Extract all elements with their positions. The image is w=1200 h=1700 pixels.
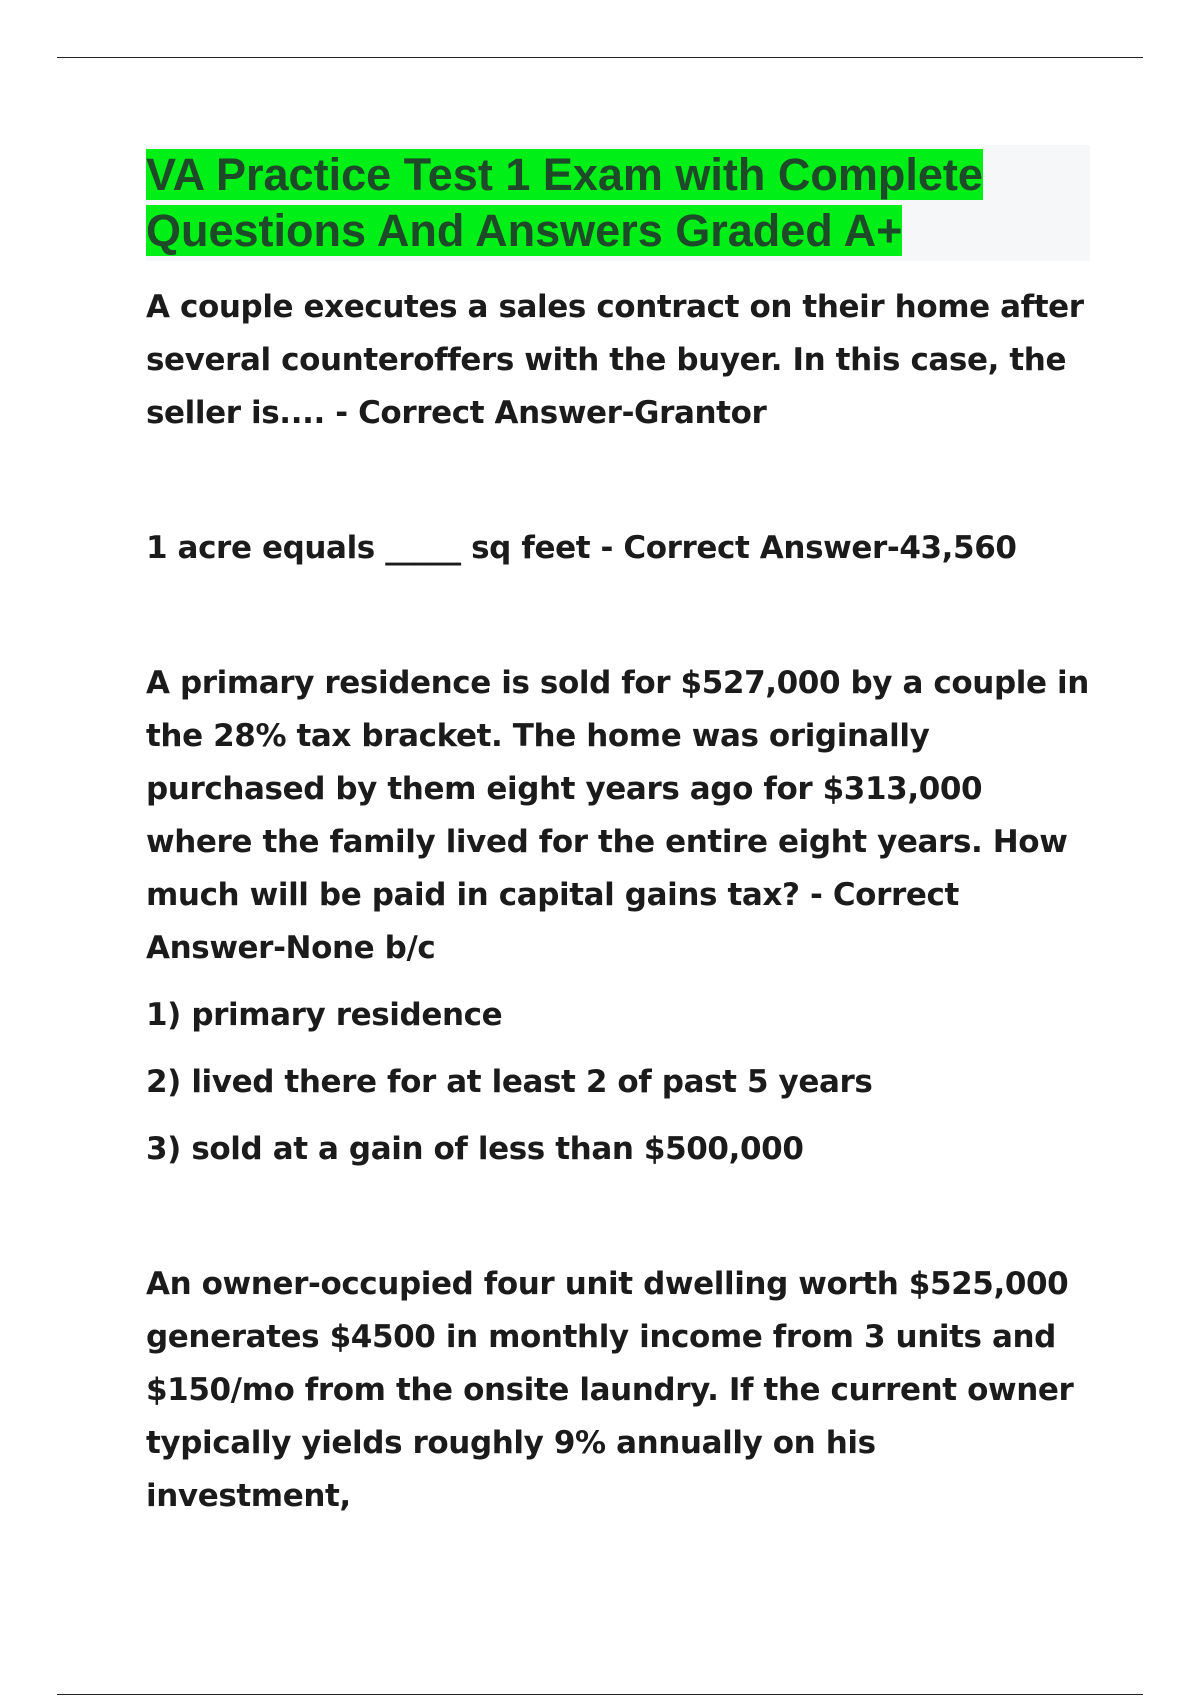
title-highlight: VA Practice Test 1 Exam with Complete Questions And Answers Graded A+ (146, 149, 983, 256)
spacer (146, 1176, 1090, 1258)
list-item: 2) lived there for at least 2 of past 5 years (146, 1064, 873, 1100)
question-1: A couple executes a sales contract on their home after several counteroffers with the buyer. In this case, the seller is.... - Correct Answer-Grantor (146, 289, 1084, 431)
list-item: 3) sold at a gain of less than $500,000 (146, 1131, 804, 1167)
document-body (146, 145, 1090, 1523)
question-2: 1 acre equals _____ sq feet - Correct Answer-43,560 (146, 530, 1017, 566)
header-rule (57, 57, 1143, 58)
title-block (146, 145, 1090, 261)
question-3: A primary residence is sold for $527,000 by a couple in the 28% tax bracket. The home was originally purchased by them eight years ago for $313,000 where the family lived for the entire eight years. How much will be paid in capital gains tax? - Correct Answer-None b/c (146, 665, 1089, 966)
list-item: 1) primary residence (146, 997, 503, 1033)
question-4: An owner-occupied four unit dwelling worth $525,000 generates $4500 in monthly income from 3 units and $150/mo from the onsite laundry. If the current owner typically yields roughly 9% annually on his investment, (146, 1266, 1074, 1514)
spacer (146, 575, 1090, 657)
spacer (146, 440, 1090, 522)
document-title (146, 147, 1090, 259)
footer-rule (57, 1694, 1143, 1695)
